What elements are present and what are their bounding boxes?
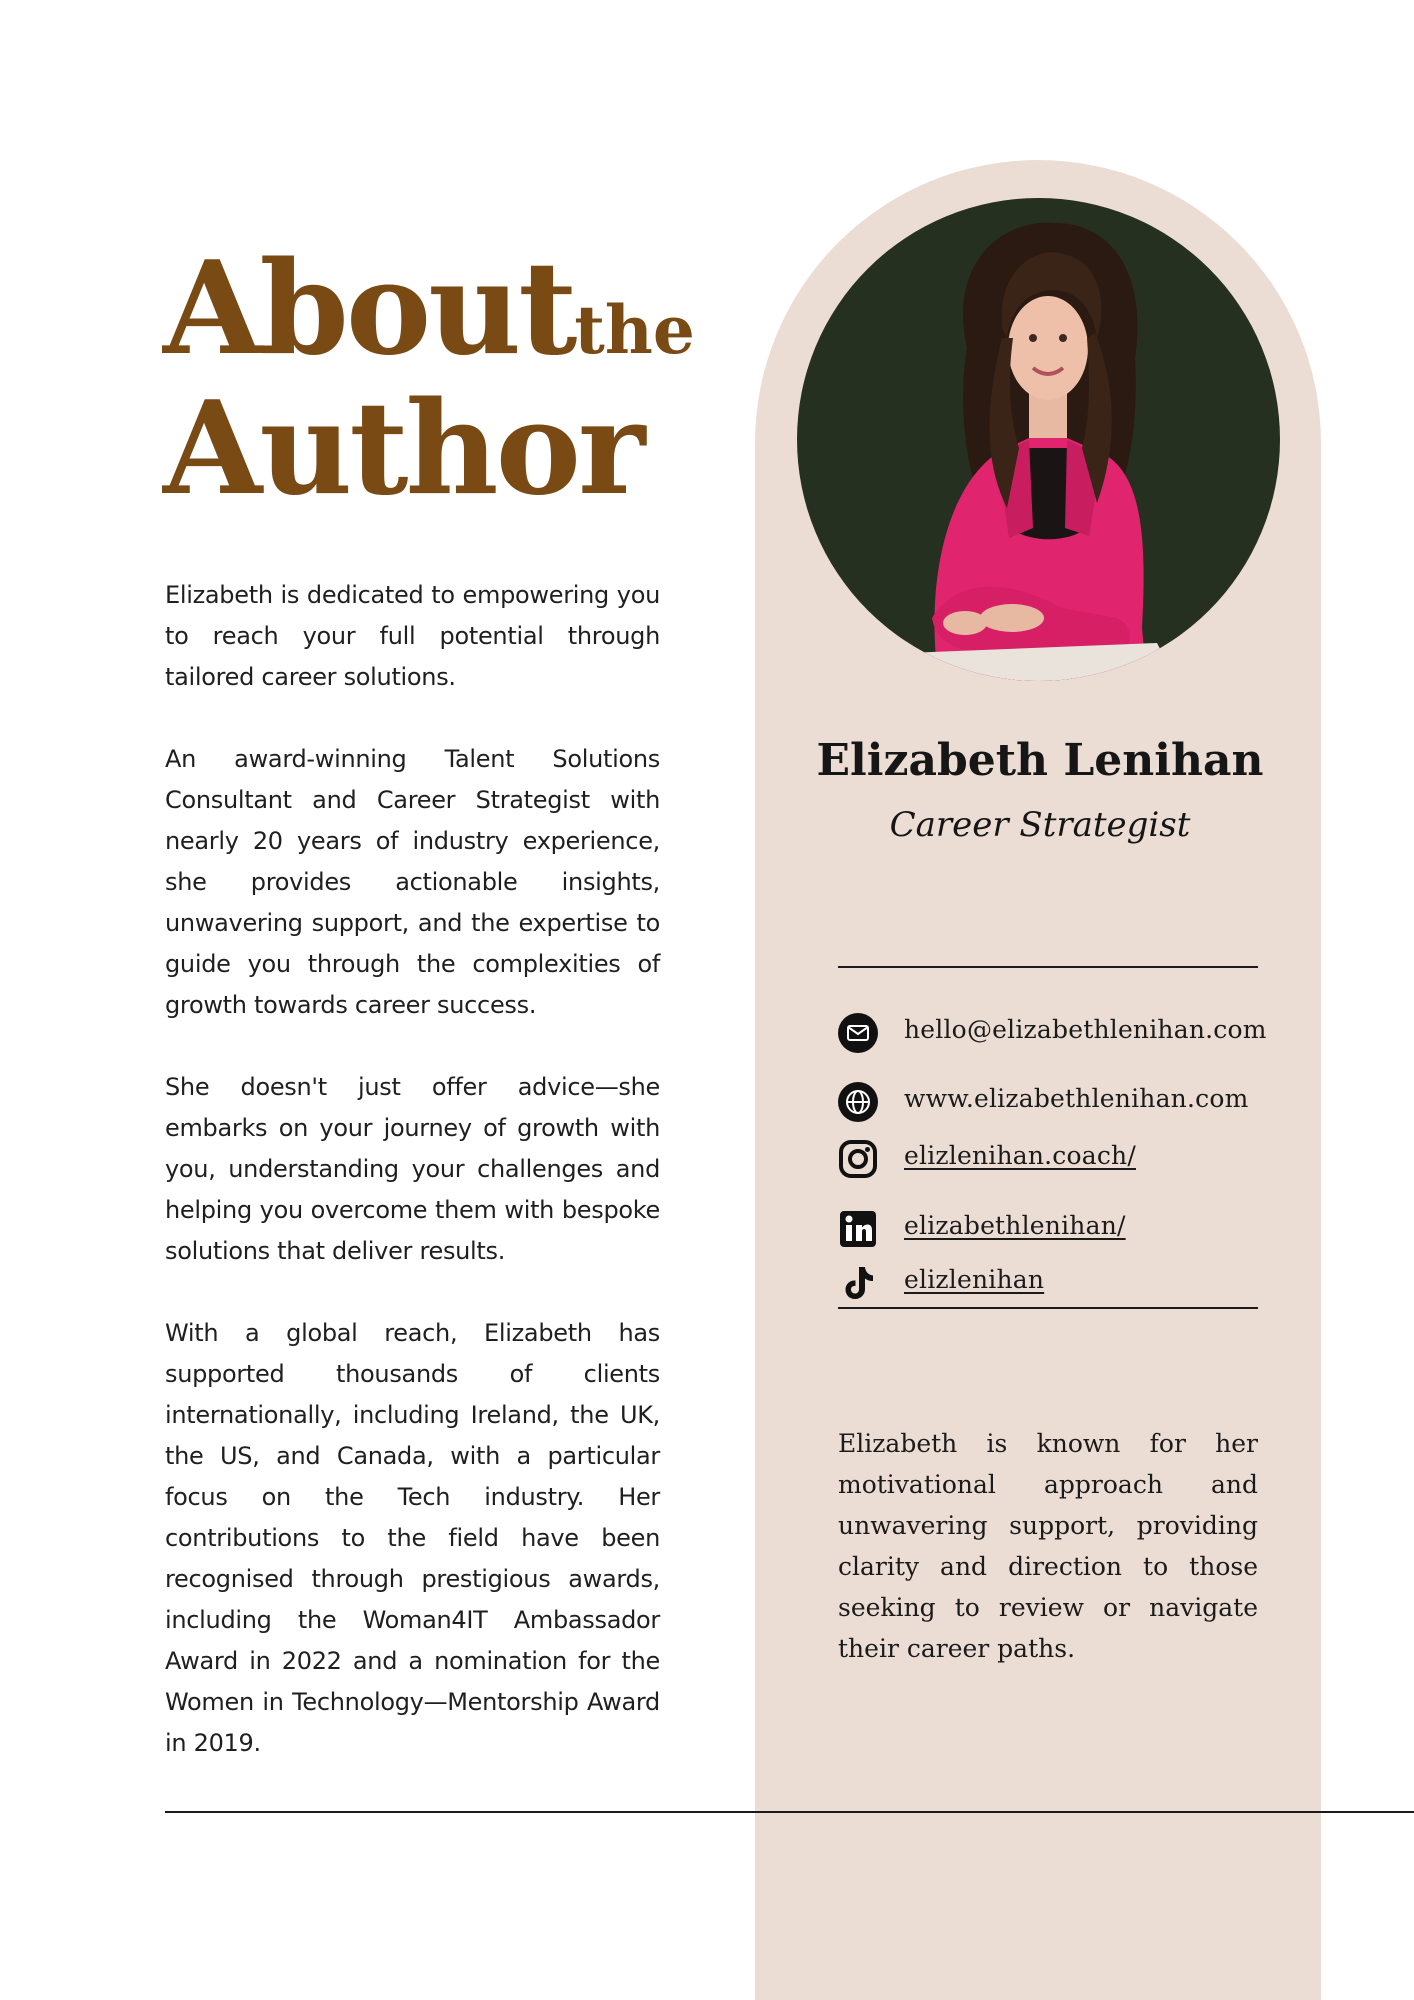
website-url[interactable]: www.elizabethlenihan.com [904, 1084, 1249, 1113]
title-word-about: About [163, 234, 575, 384]
contact-bottom-divider [838, 1307, 1258, 1309]
author-summary: Elizabeth is known for her motivational approach and unwavering support, providing clarity and direction to those seeking to review or navigate their career paths. [838, 1429, 1258, 1663]
contact-linkedin[interactable] [838, 1205, 1298, 1249]
author-name: Elizabeth Lenihan [816, 735, 1264, 786]
contact-tiktok[interactable] [838, 1259, 1298, 1303]
tiktok-handle[interactable]: elizlenihan [904, 1265, 1045, 1294]
page-title-about [163, 234, 695, 384]
email-icon [838, 1013, 878, 1053]
bio-paragraph: Elizabeth is dedicated to empowering you to reach your full potential through tailored career solutions. [165, 581, 660, 691]
globe-icon [838, 1082, 878, 1122]
bio-paragraph: With a global reach, Elizabeth has supported thousands of clients internationally, including Ireland, the UK, the US, and Canada, with a particular focus on the Tech industry. Her contributions to the field have been recognised through prestigious awards, including the Woman4IT Ambassador Award in 2022 and a nomination for the Women in Technology—Mentorship Award in 2019. [165, 1319, 660, 1757]
linkedin-icon [838, 1209, 878, 1249]
tiktok-icon [838, 1263, 878, 1303]
bio-paragraph: She doesn't just offer advice—she embarks on your journey of growth with you, understanding your challenges and helping you overcome them with bespoke solutions that deliver results. [165, 1073, 660, 1265]
page-title-author: Author [163, 374, 643, 524]
bio-paragraph: An award-winning Talent Solutions Consultant and Career Strategist with nearly 20 years of industry experience, she provides actionable insights, unwavering support, and the expertise to guide you through the complexities of growth towards career success. [165, 745, 660, 1019]
title-word-the: the [574, 291, 695, 369]
contact-website[interactable] [838, 1078, 1298, 1122]
author-portrait-illustration [797, 198, 1280, 681]
author-role: Career Strategist [889, 805, 1191, 845]
contact-top-divider [838, 966, 1258, 968]
instagram-icon [838, 1139, 878, 1179]
author-bio [165, 575, 660, 1805]
contact-email[interactable] [838, 1009, 1298, 1053]
email-address[interactable]: hello@elizabethlenihan.com [904, 1015, 1267, 1044]
instagram-handle[interactable]: elizlenihan.coach/ [904, 1141, 1136, 1170]
author-photo [797, 198, 1280, 681]
linkedin-handle[interactable]: elizabethlenihan/ [904, 1211, 1126, 1240]
contact-instagram[interactable] [838, 1135, 1298, 1179]
footer-divider [165, 1811, 1414, 1813]
